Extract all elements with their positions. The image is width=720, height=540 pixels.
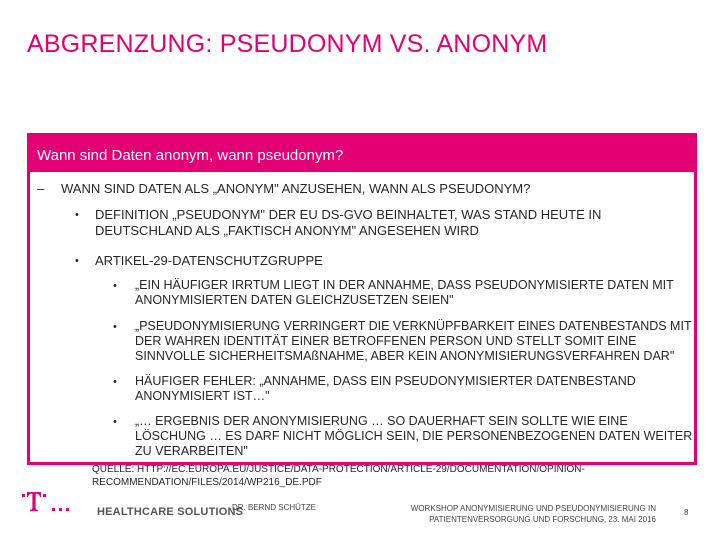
level3-text: „EIN HÄUFIGER IRRTUM LIEGT IN DER ANNAHME, DASS PSEUDONYMISIERTE DATEN MIT ANONYMISIERTEN DATEN GLEICHZUSETZEN SEIEN" (135, 278, 674, 307)
bullet: • (113, 376, 117, 388)
page-number: 8 (684, 508, 689, 517)
source-citation: QUELLE: HTTP://EC.EUROPA.EU/JUSTICE/DATA-PROTECTION/ARTICLE-29/DOCUMENTATION/OPINION-RECOMMENDATION/FILES/2014/WP216_DE.PDF (92, 464, 585, 488)
bullet: • (113, 321, 117, 333)
bullet: • (113, 280, 117, 292)
bullet: • (75, 209, 79, 221)
brand-label: HEALTHCARE SOLUTIONS (97, 506, 244, 518)
bullet: • (75, 255, 79, 267)
level3-text: „… ERGEBNIS DER ANONYMISIERUNG … SO DAUERHAFT SEIN SOLLTE WIE EINE LÖSCHUNG … ES DARF NICHT MÖGLICH SEIN, DIE PERSONENBEZOGENEN DATEN WEITER ZU VERARBEITEN" (135, 414, 693, 458)
telekom-t-logo-icon (22, 491, 74, 521)
workshop-info: WORKSHOP ANONYMISIERUNG UND PSEUDONYMISIERUNG IN PATIENTENVERSORGUNG UND FORSCHUNG, 23. MAI 2016 (410, 504, 656, 524)
level2-text: DEFINITION „PSEUDONYM" DER EU DS-GVO BEINHALTET, WAS STAND HEUTE IN DEUTSCHLAND ALS „FAKTISCH ANONYM" ANGESEHEN WIRD (95, 207, 602, 238)
level3-text: HÄUFIGER FEHLER: „ANNAHME, DASS EIN PSEUDONYMISIERTER DATENBESTAND ANONYMISIERT IST…" (135, 374, 636, 403)
dash-bullet: – (37, 181, 45, 196)
box-header-text: Wann sind Daten anonym, wann pseudonym? (37, 147, 344, 164)
box-header (30, 136, 694, 172)
author: DR. BERND SCHÜTZE (232, 503, 317, 512)
level2-text: ARTIKEL-29-DATENSCHUTZGRUPPE (95, 253, 323, 268)
level3-text: „PSEUDONYMISIERUNG VERRINGERT DIE VERKNÜPFBARKEIT EINES DATENBESTANDS MIT DER WAHREN IDENTITÄT EINER BETROFFENEN PERSON UND STELLT SOMIT EINE SINNVOLLE SICHERHEITSMAßNAHME, ABER KEIN ANONYMISIERUNGSVERFAHREN DAR" (135, 319, 692, 363)
slide-title: ABGRENZUNG: PSEUDONYM VS. ANONYM (27, 30, 548, 58)
level1-text: WANN SIND DATEN ALS „ANONYM" ANZUSEHEN, WANN ALS PSEUDONYM? (61, 181, 531, 196)
content-box (27, 133, 697, 465)
bullet: • (113, 416, 117, 428)
